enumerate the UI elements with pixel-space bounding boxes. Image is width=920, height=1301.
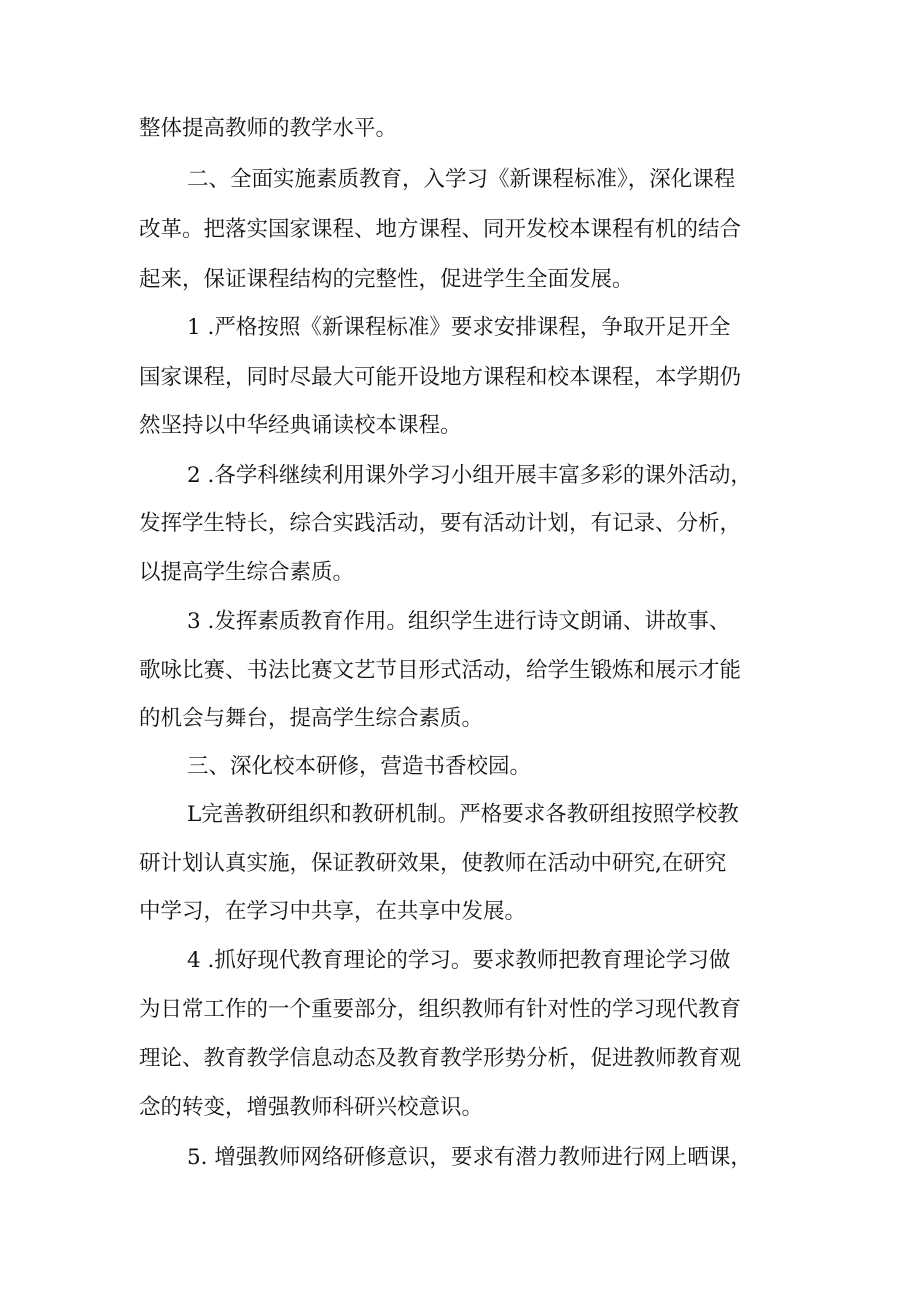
list-item-start: L完善教研组织和教研机制。严格要求各教研组按照学校教 [187,802,739,827]
text-line: 研计划认真实施，保证教研效果，使教师在活动中研究,在研究 [139,851,727,876]
list-item-start: 3 .发挥素质教育作用。组织学生进行诗文朗诵、讲故事、 [187,609,731,634]
section-heading: 三、深化校本研修，营造书香校园。 [187,754,532,779]
text-line: 中学习，在学习中共享，在共享中发展。 [139,899,527,924]
text-line: 理论、教育教学信息动态及教育教学形势分析，促进教师教育观 [139,1046,742,1071]
list-item-start: 5. 增强教师网络研修意识，要求有潜力教师进行网上晒课， [187,1145,752,1170]
list-item-start: 2 .各学科继续利用课外学习小组开展丰富多彩的课外活动， [187,463,752,488]
list-item-start: 1 .严格按照《新课程标准》要求安排课程，争取开足开全 [187,315,731,340]
section-heading: 二、全面实施素质教育，入学习《新课程标准》，深化课程 [187,167,736,192]
text-line: 然坚持以中华经典诵读校本课程。 [139,413,462,438]
text-line: 发挥学生特长，综合实践活动，要有活动计划，有记录、分析， [139,511,742,536]
text-line: 为日常工作的一个重要部分，组织教师有针对性的学习现代教育 [139,997,742,1022]
text-line: 念的转变，增强教师科研兴校意识。 [139,1095,484,1120]
text-line: 国家课程，同时尽最大可能开设地方课程和校本课程，本学期仍 [139,365,742,390]
list-item-start: 4 .抓好现代教育理论的学习。要求教师把教育理论学习做 [187,948,731,973]
text-line: 歌咏比赛、书法比赛文艺节目形式活动，给学生锻炼和展示才能 [139,658,742,683]
text-line: 起来，保证课程结构的完整性，促进学生全面发展。 [139,267,634,292]
text-line: 改革。把落实国家课程、地方课程、同开发校本课程有机的结合 [139,217,742,242]
text-line: 以提高学生综合素质。 [139,560,355,585]
text-line: 整体提高教师的教学水平。 [139,116,398,141]
text-line: 的机会与舞台，提高学生综合素质。 [139,706,484,731]
